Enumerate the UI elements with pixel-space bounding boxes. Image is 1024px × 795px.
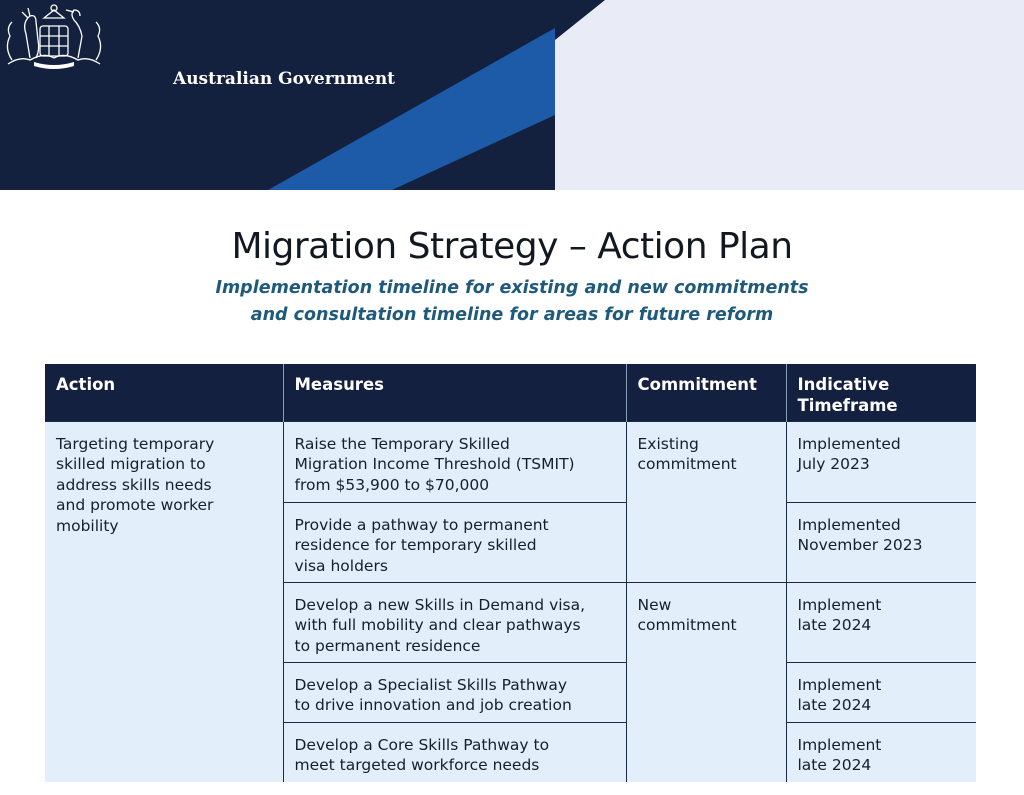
- banner-graphic: [0, 0, 1024, 190]
- commitment-text: New: [637, 595, 672, 614]
- timeframe-text: late 2024: [797, 616, 872, 634]
- organisation-name: Australian Government: [173, 69, 396, 89]
- timeframe-text: November 2023: [797, 536, 923, 554]
- action-plan-table: [45, 364, 976, 782]
- table-header-row: [45, 364, 976, 421]
- measure-text: residence for temporary skilled: [294, 536, 537, 554]
- crest-scroll: [34, 62, 74, 69]
- measure-text: to permanent residence: [294, 636, 481, 655]
- timeframe-text: Implement: [797, 735, 882, 754]
- commitment-text: Existing: [637, 434, 699, 453]
- measure-text: meet targeted workforce needs: [294, 756, 540, 774]
- header-label: Timeframe: [797, 395, 898, 415]
- page-title: Migration Strategy – Action Plan: [231, 226, 793, 267]
- header-label: Measures: [294, 375, 384, 394]
- coat-of-arms-icon: [0, 0, 108, 72]
- header-label: Action: [56, 375, 116, 394]
- measure-cell: [283, 502, 626, 582]
- action-text: address skills needs: [56, 475, 212, 494]
- timeframe-cell: [786, 582, 976, 662]
- subtitle-line: and consultation timeline for areas for future reform: [250, 305, 774, 325]
- header-label: Indicative: [797, 375, 890, 394]
- header-commitment: [626, 364, 786, 421]
- commitment-cell: [626, 421, 786, 582]
- header-action: [45, 364, 283, 421]
- measure-text: Provide a pathway to permanent: [294, 515, 549, 534]
- measure-text: with full mobility and clear pathways: [294, 616, 581, 634]
- timeframe-cell: [786, 662, 976, 722]
- header-measures: [283, 364, 626, 421]
- timeframe-text: late 2024: [797, 756, 872, 774]
- timeframe-text: Implement: [797, 595, 882, 614]
- action-text: Targeting temporary: [56, 434, 215, 453]
- action-text: and promote worker: [56, 496, 214, 514]
- timeframe-text: Implement: [797, 675, 882, 694]
- header-timeframe: [786, 364, 976, 421]
- measure-text: Develop a Core Skills Pathway to: [294, 735, 550, 754]
- measure-cell: [283, 421, 626, 502]
- page-subtitle: [0, 275, 1024, 329]
- timeframe-cell: [786, 421, 976, 502]
- measure-cell: [283, 662, 626, 722]
- measure-cell: [283, 582, 626, 662]
- timeframe-text: Implemented: [797, 515, 901, 534]
- timeframe-text: late 2024: [797, 696, 872, 714]
- subtitle-line: Implementation timeline for existing and new commitments: [215, 278, 809, 298]
- measure-text: Raise the Temporary Skilled: [294, 434, 510, 453]
- timeframe-text: July 2023: [797, 455, 870, 473]
- measure-cell: [283, 722, 626, 782]
- header-banner: [0, 0, 1024, 190]
- measure-text: Develop a new Skills in Demand visa,: [294, 595, 586, 614]
- measure-text: to drive innovation and job creation: [294, 696, 572, 714]
- measure-text: Develop a Specialist Skills Pathway: [294, 675, 568, 694]
- commitment-cell: [626, 582, 786, 782]
- header-label: Commitment: [637, 375, 757, 394]
- measure-text: from $53,900 to $70,000: [294, 475, 490, 494]
- measure-text: Migration Income Threshold (TSMIT): [294, 455, 575, 473]
- commitment-text: commitment: [637, 616, 737, 634]
- table-row: [45, 421, 976, 502]
- action-cell: [45, 421, 283, 782]
- commitment-text: commitment: [637, 455, 737, 473]
- measure-text: visa holders: [294, 556, 388, 575]
- action-text: skilled migration to: [56, 455, 206, 473]
- timeframe-cell: [786, 722, 976, 782]
- timeframe-text: Implemented: [797, 434, 901, 453]
- action-text: mobility: [56, 516, 119, 535]
- timeframe-cell: [786, 502, 976, 582]
